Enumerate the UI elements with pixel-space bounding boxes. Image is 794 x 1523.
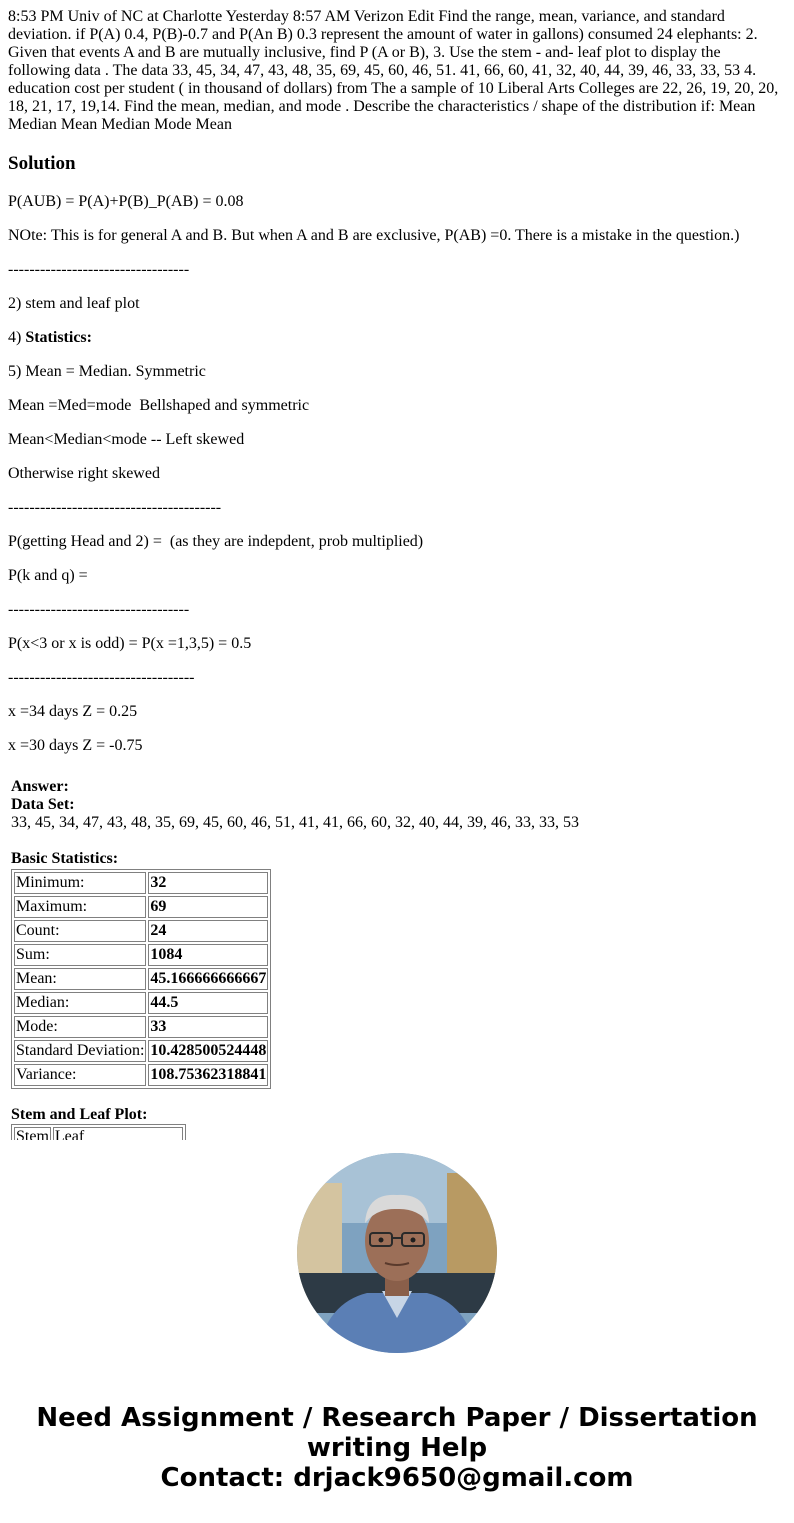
basic-statistics-title: Basic Statistics: [11, 850, 119, 867]
answer-label: Answer: [11, 778, 69, 795]
person-portrait-icon [297, 1153, 497, 1353]
stat-value: 108.75362318841 [148, 1064, 268, 1086]
stat-label: Mode: [14, 1016, 146, 1038]
stat-value: 32 [148, 872, 268, 894]
solution-line-stem: 2) stem and leaf plot [8, 295, 140, 312]
separator: ---------------------------------------- [8, 499, 222, 516]
solution-line-symmetric: 5) Mean = Median. Symmetric [8, 363, 206, 380]
separator: ----------------------------------- [8, 669, 195, 686]
statistics-prefix: 4) [8, 329, 26, 346]
statistics-label: Statistics: [25, 329, 92, 346]
promo-line: writing Help [306, 1433, 488, 1463]
stat-value: 24 [148, 920, 268, 942]
solution-line-odd: P(x<3 or x is odd) = P(x =1,3,5) = 0.5 [8, 635, 252, 652]
solution-line-right-skewed: Otherwise right skewed [8, 465, 160, 482]
table-row [14, 896, 268, 918]
solution-line-k-and-q: P(k and q) = [8, 567, 88, 584]
promo-contact: Contact: drjack9650@gmail.com [160, 1463, 634, 1493]
solution-line-head-and-2: P(getting Head and 2) = (as they are indepdent, prob multiplied) [8, 533, 424, 550]
table-row [14, 920, 268, 942]
promo-line: Need Assignment / Research Paper / Dissertation [36, 1403, 758, 1433]
solution-line-left-skewed: Mean<Median<mode -- Left skewed [8, 431, 245, 448]
promo-banner [0, 1403, 794, 1493]
table-row [14, 944, 268, 966]
solution-line-bellshaped: Mean =Med=mode Bellshaped and symmetric [8, 397, 310, 414]
table-row [14, 872, 268, 894]
basic-statistics-table [11, 869, 271, 1089]
table-row [14, 1040, 268, 1062]
table-row [14, 992, 268, 1014]
stat-value: 44.5 [148, 992, 268, 1014]
stat-label: Count: [14, 920, 146, 942]
stem-leaf-title: Stem and Leaf Plot: [11, 1106, 148, 1123]
table-row [14, 1127, 183, 1140]
solution-line-statistics [8, 329, 92, 347]
solution-line-z-34: x =34 days Z = 0.25 [8, 703, 138, 720]
stat-value: 33 [148, 1016, 268, 1038]
dataset-label: Data Set: [11, 796, 75, 813]
dataset-values: 33, 45, 34, 47, 43, 48, 35, 69, 45, 60, 46, 51, 41, 41, 66, 60, 32, 40, 44, 39, 46, 33, 33, 53 [11, 814, 579, 831]
separator: ---------------------------------- [8, 601, 190, 618]
solution-line-union: P(AUB) = P(A)+P(B)_P(AB) = 0.08 [8, 193, 244, 210]
stat-value: 69 [148, 896, 268, 918]
table-row [14, 1016, 268, 1038]
solution-line-z-30: x =30 days Z = -0.75 [8, 737, 143, 754]
stat-label: Minimum: [14, 872, 146, 894]
stat-label: Maximum: [14, 896, 146, 918]
separator: ---------------------------------- [8, 261, 190, 278]
question-text: 8:53 PM Univ of NC at Charlotte Yesterday 8:57 AM Verizon Edit Find the range, mean, variance, and standard deviation. if P(A) 0.4, P(B)-0.7 and P(An B) 0.3 represent the amount of water in gallons) consumed 24 elephants: 2. Given that events A and B are mutually inclusive, find P (A or B), 3. Use the stem - and- leaf plot to display the following data . The data 33, 45, 34, 47, 43, 48, 35, 69, 45, 60, 46, 51. 41, 66, 60, 41, 32, 40, 44, 39, 46, 33, 33, 53 4. education cost per student ( in thousand of dollars) from The a sample of 10 Liberal Arts Colleges are 22, 26, 19, 20, 20, 18, 21, 17, 19,14. Find the mean, median, and mode . Describe the characteristics / shape of the distribution if: Mean Median Mean Median Mode Mean [8, 8, 779, 133]
solution-note: NOte: This is for general A and B. But when A and B are exclusive, P(AB) =0. There is a mistake in the question.) [8, 227, 740, 244]
stem-leaf-clip [11, 1124, 781, 1140]
stat-label: Standard Deviation: [14, 1040, 146, 1062]
solution-heading: Solution [8, 153, 76, 174]
stem-header: Stem [14, 1127, 51, 1140]
stat-label: Mean: [14, 968, 146, 990]
stat-label: Sum: [14, 944, 146, 966]
answer-block [11, 778, 781, 1140]
table-row [14, 1064, 268, 1086]
stat-value: 1084 [148, 944, 268, 966]
stat-label: Variance: [14, 1064, 146, 1086]
stat-value: 10.428500524448 [148, 1040, 268, 1062]
stat-value: 45.166666666667 [148, 968, 268, 990]
stat-label: Median: [14, 992, 146, 1014]
leaf-header: Leaf [53, 1127, 183, 1140]
stem-leaf-table [11, 1124, 186, 1140]
author-avatar [297, 1153, 497, 1353]
table-row [14, 968, 268, 990]
